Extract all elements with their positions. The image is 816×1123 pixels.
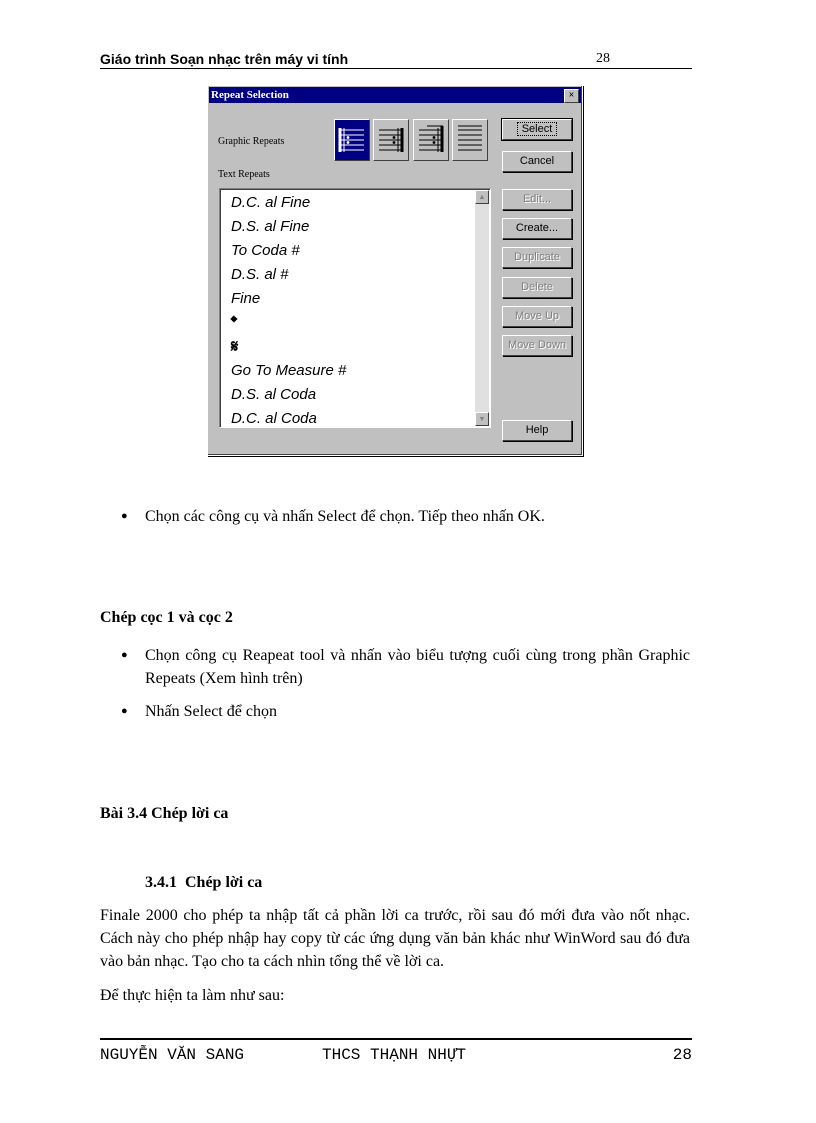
cancel-button[interactable]: Cancel [502, 151, 572, 172]
dialog-title-bar [209, 87, 581, 103]
list-item[interactable]: D.S. al # [231, 266, 289, 283]
select-button-label: Select [517, 122, 558, 136]
paragraph: Finale 2000 cho phép ta nhập tất cả phần lời ca trước, rồi sau đó mới đưa vào nốt nhạc. Cách này cho phép nhập hay copy từ các ứng dụng văn bản khác như WinWord sau đó đưa vào bản nhạc. Tạo cho ta cách nhìn tổng thể về lời ca. [100, 907, 690, 970]
bullet-text: Chọn các công cụ và nhấn Select để chọn. Tiếp theo nhấn OK. [145, 508, 545, 525]
scroll-up-icon[interactable]: ▲ [475, 190, 489, 204]
subsection-title: Chép lời ca [185, 874, 263, 891]
graphic-repeats-label: Graphic Repeats [218, 136, 285, 147]
subsection-heading [145, 874, 262, 892]
list-item[interactable]: D.S. al Fine [231, 218, 310, 235]
list-item[interactable]: D.S. al Coda [231, 386, 317, 403]
graphic-repeat-end-icon[interactable] [373, 119, 409, 161]
subsection-number: 3.4.1 [145, 874, 177, 891]
page-header [100, 51, 692, 69]
list-scrollbar[interactable] [475, 190, 489, 426]
list-item[interactable]: Fine [231, 290, 261, 307]
list-item[interactable]: Go To Measure # [231, 362, 347, 379]
move-up-button[interactable]: Move Up [502, 306, 572, 327]
close-icon[interactable]: × [564, 89, 579, 103]
scroll-down-icon[interactable]: ▼ [475, 412, 489, 426]
page-footer [100, 1038, 692, 1064]
graphic-repeat-bracket-icon[interactable] [452, 119, 488, 161]
bullet-icon: ● [121, 705, 128, 717]
list-item[interactable]: To Coda # [231, 242, 300, 259]
duplicate-button[interactable]: Duplicate [502, 247, 572, 268]
footer-author: NGUYỄN VĂN SANG [100, 1046, 245, 1064]
bullet-icon: ● [121, 510, 128, 522]
graphic-repeat-end-bracket-icon[interactable] [413, 119, 449, 161]
bullet-text: Chọn công cụ Reapeat tool và nhấn vào biểu tượng cuối cùng trong phần Graphic Repeats (Xem hình trên) [145, 647, 690, 687]
header-page-number: 28 [596, 51, 610, 66]
footer-school: THCS THẠNH NHỰT [322, 1046, 467, 1064]
help-button[interactable]: Help [502, 420, 572, 441]
footer-page-number: 28 [672, 1046, 692, 1064]
create-button[interactable]: Create... [502, 218, 572, 239]
bullet-icon: ● [121, 649, 128, 661]
text-repeats-list[interactable] [219, 188, 491, 428]
text-repeats-label: Text Repeats [218, 169, 270, 180]
lesson-heading: Bài 3.4 Chép lời ca [100, 805, 229, 822]
header-title: Giáo trình Soạn nhạc trên máy vi tính [100, 51, 349, 67]
edit-button[interactable]: Edit... [502, 189, 572, 210]
paragraph: Để thực hiện ta làm như sau: [100, 987, 285, 1004]
dialog-title: Repeat Selection [211, 89, 289, 101]
bullet-text: Nhấn Select để chọn [145, 703, 277, 720]
move-down-button[interactable]: Move Down [502, 335, 572, 356]
delete-button[interactable]: Delete [502, 277, 572, 298]
graphic-repeat-start-icon[interactable] [334, 119, 370, 161]
select-button[interactable] [502, 119, 572, 140]
segno-symbol-item[interactable]: 𝄋 [231, 337, 239, 356]
list-item[interactable]: D.C. al Coda [231, 410, 317, 427]
coda-symbol-item[interactable]: 𝄌 [231, 313, 237, 332]
list-item[interactable]: D.C. al Fine [231, 194, 311, 211]
section-heading: Chép cọc 1 và cọc 2 [100, 609, 233, 626]
